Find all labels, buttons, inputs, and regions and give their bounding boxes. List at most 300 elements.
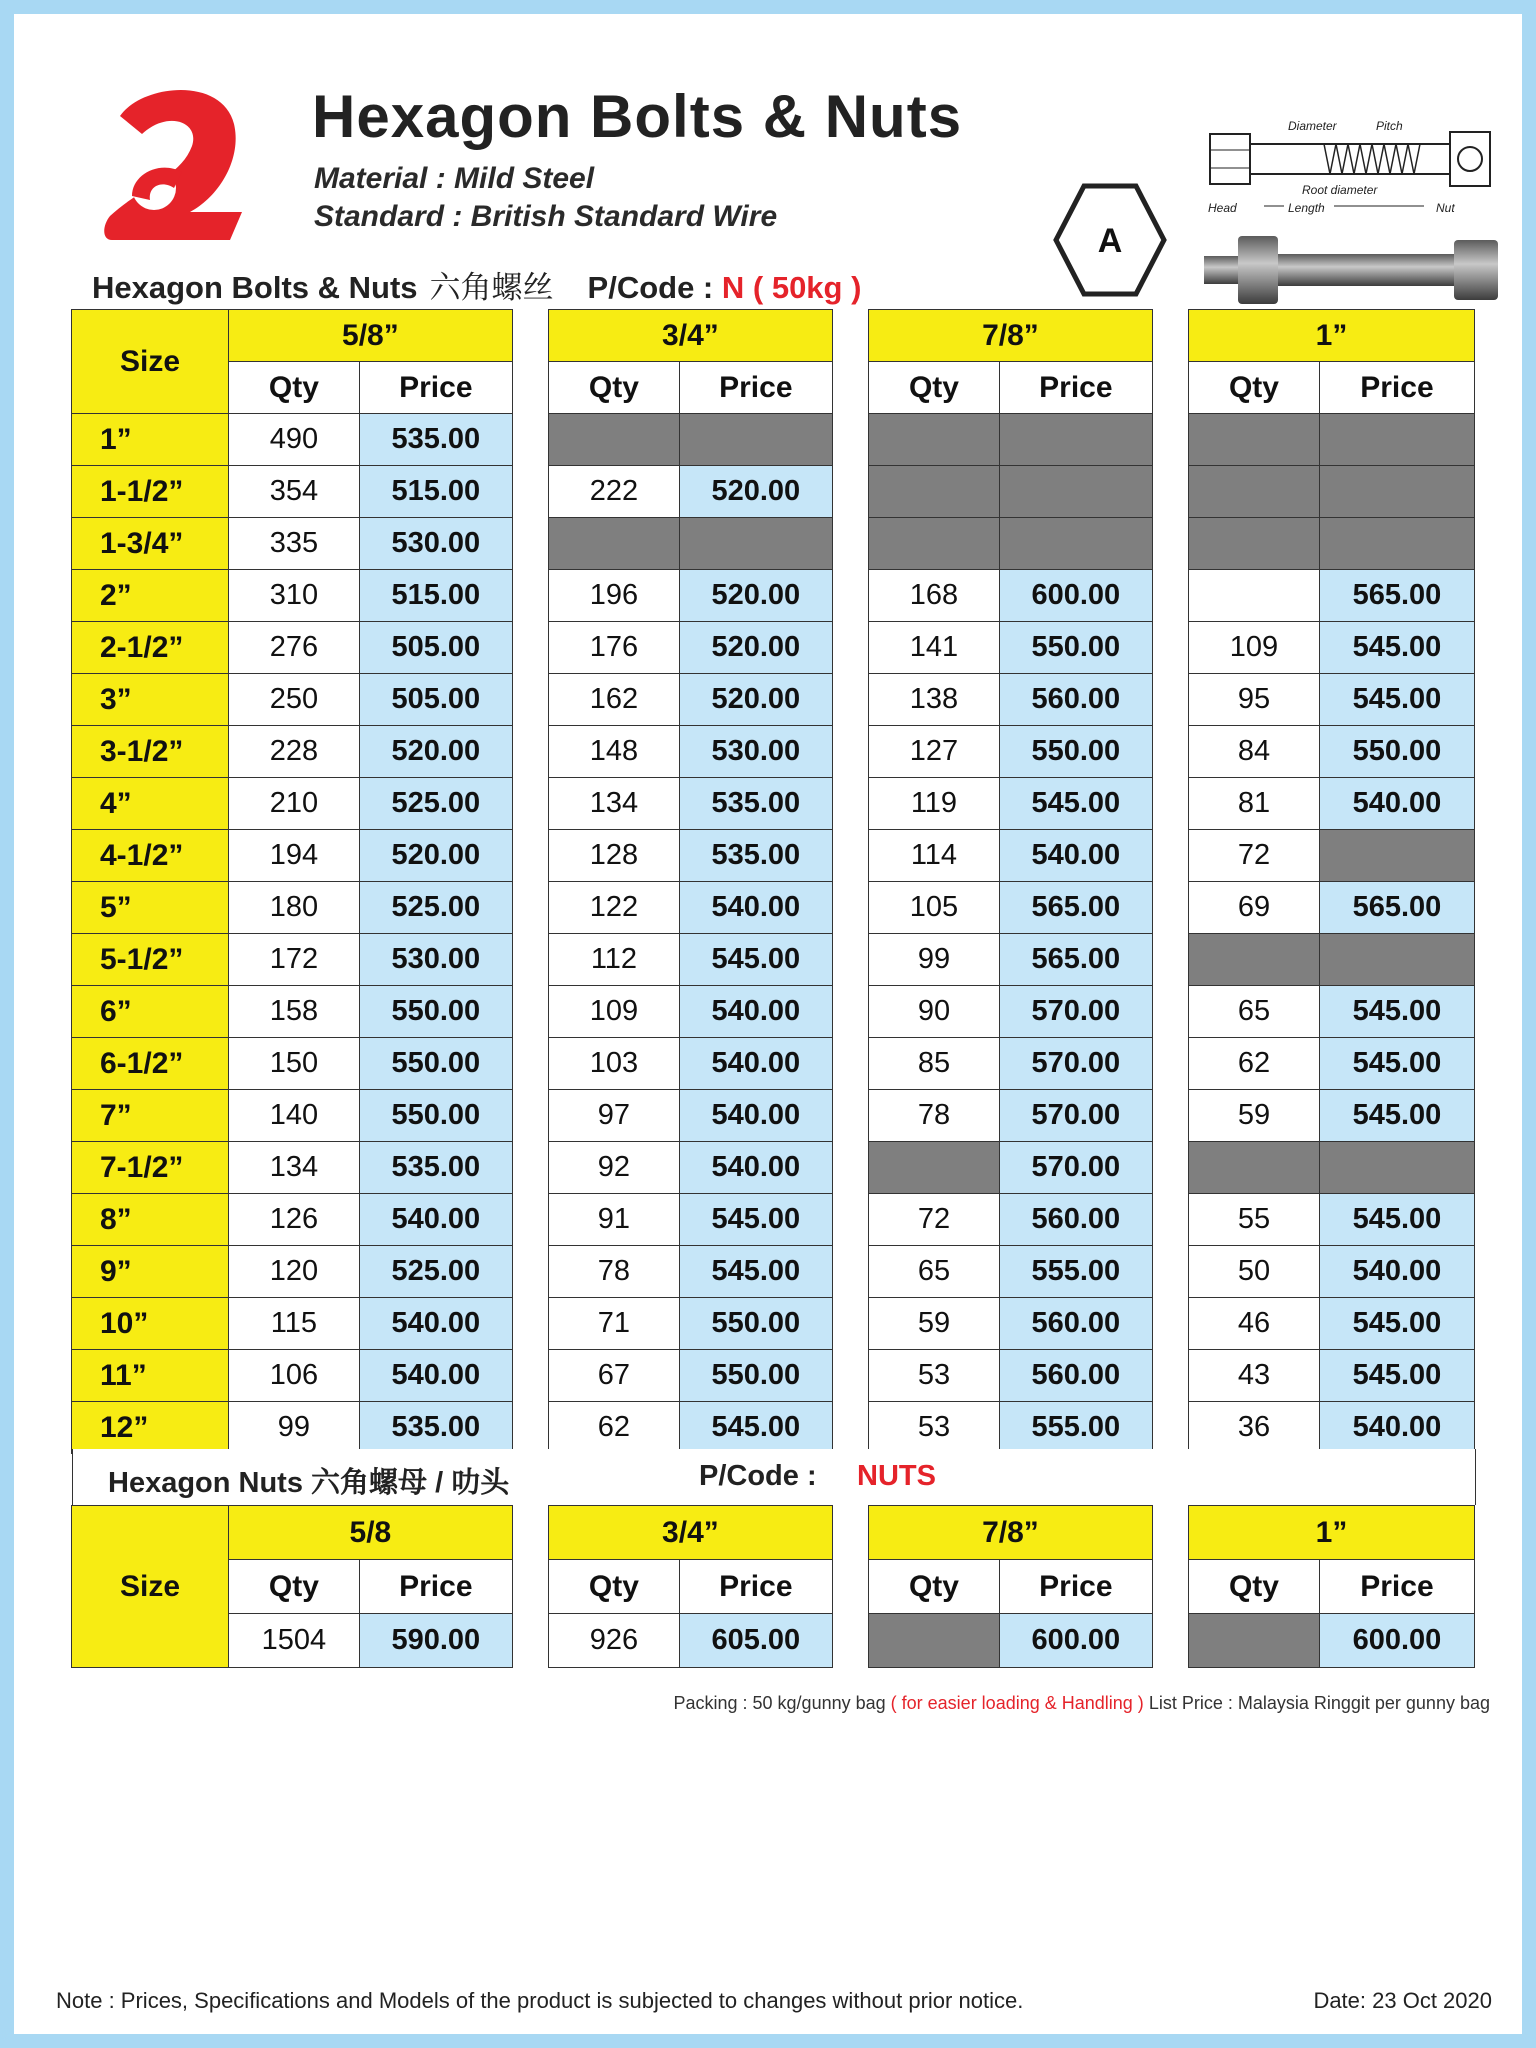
qty-cell: 99 [869,934,1000,986]
packing-suffix: List Price : Malaysia Ringgit per gunny bag [1148,1693,1490,1713]
qty-cell: 115 [229,1298,360,1350]
qty-cell: 53 [869,1402,1000,1454]
column-gap [1152,674,1188,726]
qty-cell: 138 [869,674,1000,726]
price-cell: 540.00 [679,986,832,1038]
qty-cell: 228 [229,726,360,778]
price-cell: 525.00 [359,1246,512,1298]
qty-cell: 99 [229,1402,360,1454]
column-gap [832,1560,868,1614]
bolts-section-heading [92,262,861,307]
price-cell-empty [679,518,832,570]
packing-info [673,1693,1490,1714]
qty-cell: 335 [229,518,360,570]
column-gap [1152,830,1188,882]
diagram-nut-label: Nut [1436,201,1455,215]
column-gap [832,1298,868,1350]
qty-cell-empty [869,1614,1000,1668]
column-gap [1152,1402,1188,1454]
column-gap [1152,622,1188,674]
qty-cell-empty [1189,414,1320,466]
price-header: Price [1319,1560,1474,1614]
qty-header: Qty [869,362,1000,414]
column-gap [832,1506,868,1560]
qty-cell: 53 [869,1350,1000,1402]
qty-cell: 95 [1189,674,1320,726]
size-cell: 6” [72,986,229,1038]
column-gap [1152,310,1188,362]
size-header: Size [72,1506,229,1668]
price-cell: 560.00 [999,1194,1152,1246]
column-gap [1152,414,1188,466]
column-gap [512,1350,548,1402]
qty-cell: 78 [549,1246,680,1298]
price-cell: 560.00 [999,1350,1152,1402]
price-cell-empty [1319,934,1474,986]
price-cell: 550.00 [359,1038,512,1090]
qty-cell: 127 [869,726,1000,778]
price-cell: 545.00 [679,1246,832,1298]
diagram-pitch-label: Pitch [1376,119,1403,133]
column-gap [512,1614,548,1668]
qty-cell: 106 [229,1350,360,1402]
price-cell: 550.00 [679,1298,832,1350]
size-cell: 3-1/2” [72,726,229,778]
table-row [72,466,1475,518]
nuts-price-table [71,1505,1475,1668]
column-gap [512,1090,548,1142]
qty-cell-empty [869,414,1000,466]
size-cell: 5-1/2” [72,934,229,986]
price-cell: 545.00 [1319,986,1474,1038]
table-row [72,1350,1475,1402]
column-gap [512,466,548,518]
column-gap [512,986,548,1038]
qty-cell: 103 [549,1038,680,1090]
qty-cell: 172 [229,934,360,986]
qty-header: Qty [549,362,680,414]
price-cell: 565.00 [1319,882,1474,934]
table-row [72,674,1475,726]
column-gap [832,674,868,726]
column-gap [512,518,548,570]
table-row [72,570,1475,622]
price-cell: 520.00 [679,466,832,518]
qty-cell: 65 [1189,986,1320,1038]
size-cell: 7-1/2” [72,1142,229,1194]
table-row [72,1402,1475,1454]
column-gap [832,362,868,414]
column-gap [832,310,868,362]
column-gap [512,934,548,986]
price-cell: 540.00 [359,1194,512,1246]
qty-header: Qty [1189,362,1320,414]
qty-cell: 126 [229,1194,360,1246]
table-row [72,986,1475,1038]
price-cell: 545.00 [679,1194,832,1246]
qty-cell: 72 [869,1194,1000,1246]
price-cell: 545.00 [1319,1350,1474,1402]
column-gap [512,362,548,414]
column-gap [512,1298,548,1350]
price-cell: 520.00 [679,570,832,622]
qty-header: Qty [229,1560,360,1614]
qty-cell: 90 [869,986,1000,1038]
price-cell: 545.00 [679,934,832,986]
price-cell: 560.00 [999,674,1152,726]
price-cell: 550.00 [359,986,512,1038]
price-cell: 600.00 [999,570,1152,622]
price-cell-empty [1319,518,1474,570]
qty-cell [1189,570,1320,622]
price-cell: 515.00 [359,466,512,518]
price-cell: 545.00 [1319,674,1474,726]
column-gap [1152,1038,1188,1090]
price-cell: 550.00 [359,1090,512,1142]
qty-cell: 354 [229,466,360,518]
size-cell: 5” [72,882,229,934]
qty-cell: 62 [1189,1038,1320,1090]
nuts-code: NUTS [857,1460,936,1492]
price-cell: 545.00 [999,778,1152,830]
qty-cell: 112 [549,934,680,986]
qty-cell: 72 [1189,830,1320,882]
qty-cell: 148 [549,726,680,778]
qty-cell: 36 [1189,1402,1320,1454]
price-cell: 530.00 [679,726,832,778]
qty-cell: 119 [869,778,1000,830]
price-cell: 515.00 [359,570,512,622]
price-cell: 590.00 [359,1614,512,1668]
price-cell: 540.00 [679,882,832,934]
qty-cell: 180 [229,882,360,934]
column-gap [832,830,868,882]
qty-cell-empty [1189,466,1320,518]
column-gap [512,778,548,830]
qty-cell: 92 [549,1142,680,1194]
column-gap [1152,466,1188,518]
price-cell-empty [679,414,832,466]
qty-cell: 1504 [229,1614,360,1668]
qty-cell: 85 [869,1038,1000,1090]
price-cell: 550.00 [999,726,1152,778]
qty-cell: 310 [229,570,360,622]
column-gap [1152,362,1188,414]
column-gap [512,622,548,674]
price-cell: 535.00 [679,778,832,830]
column-gap [512,570,548,622]
price-cell: 540.00 [359,1298,512,1350]
price-cell-empty [1319,414,1474,466]
company-logo [102,76,252,246]
column-gap [1152,882,1188,934]
table-row [72,1298,1475,1350]
diagram-length-label: Length [1288,201,1325,215]
packing-highlight: ( for easier loading & Handling ) [890,1693,1144,1713]
table-row [72,622,1475,674]
price-cell: 600.00 [999,1614,1152,1668]
hexagon-badge-icon [1050,180,1170,300]
column-gap [832,1194,868,1246]
packing-prefix: Packing : 50 kg/gunny bag [673,1693,886,1713]
price-cell-empty [999,466,1152,518]
column-gap [512,1038,548,1090]
price-cell: 555.00 [999,1246,1152,1298]
price-cell: 570.00 [999,1090,1152,1142]
table-row [72,414,1475,466]
qty-cell: 134 [549,778,680,830]
price-cell: 570.00 [999,986,1152,1038]
nuts-code-label: P/Code : [699,1460,817,1492]
column-gap [512,1402,548,1454]
price-cell-empty [999,414,1152,466]
qty-cell: 162 [549,674,680,726]
qty-cell-empty [869,518,1000,570]
table-row [72,882,1475,934]
column-gap [512,1142,548,1194]
page-title: Hexagon Bolts & Nuts [312,83,963,150]
bolts-heading-label: Hexagon Bolts & Nuts [92,270,418,305]
column-gap [1152,1560,1188,1614]
price-cell: 545.00 [679,1402,832,1454]
table-row [72,1246,1475,1298]
size-cell: 6-1/2” [72,1038,229,1090]
price-cell: 540.00 [1319,1246,1474,1298]
column-gap [832,1246,868,1298]
qty-header: Qty [869,1560,1000,1614]
nuts-heading-label: Hexagon Nuts 六角螺母 / 叻头 [108,1467,510,1499]
bolts-code-label: P/Code : [587,270,714,305]
qty-cell: 62 [549,1402,680,1454]
column-gap [512,674,548,726]
price-cell: 520.00 [359,830,512,882]
price-cell: 565.00 [999,934,1152,986]
diameter-header: 1” [1189,1506,1475,1560]
qty-cell: 105 [869,882,1000,934]
bolts-code: N ( 50kg ) [721,270,862,305]
column-gap [832,986,868,1038]
qty-cell: 926 [549,1614,680,1668]
price-cell: 530.00 [359,518,512,570]
column-gap [832,934,868,986]
table-row [72,726,1475,778]
price-cell: 540.00 [679,1090,832,1142]
price-cell-empty [1319,1142,1474,1194]
size-cell: 9” [72,1246,229,1298]
column-gap [512,1560,548,1614]
price-cell: 540.00 [359,1350,512,1402]
column-gap [832,1142,868,1194]
price-cell: 545.00 [1319,1090,1474,1142]
qty-cell: 140 [229,1090,360,1142]
price-cell-empty [999,518,1152,570]
column-gap [1152,1090,1188,1142]
column-gap [512,414,548,466]
table-row [72,1194,1475,1246]
diameter-header: 7/8” [869,1506,1153,1560]
size-cell: 2-1/2” [72,622,229,674]
price-header: Price [359,1560,512,1614]
qty-cell: 46 [1189,1298,1320,1350]
column-gap [832,778,868,830]
qty-header: Qty [1189,1560,1320,1614]
price-cell: 545.00 [1319,1038,1474,1090]
qty-cell: 120 [229,1246,360,1298]
qty-cell: 109 [549,986,680,1038]
qty-cell: 276 [229,622,360,674]
column-gap [1152,778,1188,830]
price-cell: 570.00 [999,1142,1152,1194]
column-gap [832,726,868,778]
price-cell: 550.00 [999,622,1152,674]
price-cell: 550.00 [1319,726,1474,778]
qty-cell: 109 [1189,622,1320,674]
price-cell: 540.00 [1319,1402,1474,1454]
price-cell: 535.00 [359,414,512,466]
price-cell: 530.00 [359,934,512,986]
qty-cell: 67 [549,1350,680,1402]
qty-header: Qty [229,362,360,414]
qty-cell: 69 [1189,882,1320,934]
diameter-header: 7/8” [869,310,1153,362]
qty-cell: 78 [869,1090,1000,1142]
nuts-section-heading [72,1449,1476,1505]
bolt-diagram [1204,114,1500,224]
qty-cell-empty [869,466,1000,518]
badge-letter: A [1097,222,1123,260]
qty-cell: 84 [1189,726,1320,778]
standard-text: Standard : British Standard Wire [314,200,778,233]
diameter-header: 3/4” [549,310,833,362]
qty-cell: 71 [549,1298,680,1350]
price-date: Date: 23 Oct 2020 [1313,1988,1492,2013]
qty-cell: 134 [229,1142,360,1194]
column-gap [832,570,868,622]
size-cell: 1-3/4” [72,518,229,570]
size-cell: 8” [72,1194,229,1246]
table-row [72,1038,1475,1090]
column-gap [512,830,548,882]
price-cell: 605.00 [679,1614,832,1668]
qty-cell: 176 [549,622,680,674]
column-gap [1152,1142,1188,1194]
column-gap [512,1506,548,1560]
price-cell: 600.00 [1319,1614,1474,1668]
price-cell: 520.00 [679,622,832,674]
bolt-photo [1198,228,1504,312]
price-cell: 540.00 [1319,778,1474,830]
price-header: Price [679,362,832,414]
table-row [72,1090,1475,1142]
size-cell: 1-1/2” [72,466,229,518]
price-cell: 525.00 [359,882,512,934]
column-gap [832,1402,868,1454]
qty-cell: 81 [1189,778,1320,830]
qty-cell: 128 [549,830,680,882]
price-header: Price [999,1560,1152,1614]
table-row [72,830,1475,882]
qty-cell-empty [1189,1614,1320,1668]
qty-cell: 122 [549,882,680,934]
price-cell: 555.00 [999,1402,1152,1454]
qty-cell: 141 [869,622,1000,674]
qty-cell: 250 [229,674,360,726]
column-gap [1152,1298,1188,1350]
column-gap [1152,1194,1188,1246]
qty-cell: 43 [1189,1350,1320,1402]
column-gap [1152,518,1188,570]
column-gap [512,1246,548,1298]
column-gap [1152,1506,1188,1560]
size-header: Size [72,310,229,414]
price-cell: 540.00 [679,1142,832,1194]
qty-cell: 59 [1189,1090,1320,1142]
column-gap [512,310,548,362]
qty-cell: 158 [229,986,360,1038]
column-gap [1152,726,1188,778]
column-gap [832,518,868,570]
table-row [72,778,1475,830]
material-text: Material : Mild Steel [314,162,595,195]
price-cell: 545.00 [1319,1298,1474,1350]
diagram-head-label: Head [1208,201,1237,215]
size-cell: 4-1/2” [72,830,229,882]
price-cell: 535.00 [359,1142,512,1194]
column-gap [512,1194,548,1246]
diagram-root-label: Root diameter [1302,183,1378,197]
price-cell: 535.00 [359,1402,512,1454]
price-cell: 570.00 [999,1038,1152,1090]
qty-cell: 210 [229,778,360,830]
price-cell: 505.00 [359,622,512,674]
qty-cell: 55 [1189,1194,1320,1246]
qty-cell-empty [549,414,680,466]
price-cell: 565.00 [1319,570,1474,622]
diameter-header: 1” [1189,310,1475,362]
column-gap [832,1038,868,1090]
diameter-header: 5/8” [229,310,513,362]
column-gap [1152,934,1188,986]
qty-cell: 168 [869,570,1000,622]
column-gap [832,1614,868,1668]
price-cell-empty [1319,830,1474,882]
qty-cell: 59 [869,1298,1000,1350]
column-gap [832,622,868,674]
price-cell: 520.00 [359,726,512,778]
size-cell: 4” [72,778,229,830]
bolts-price-table [71,309,1475,1454]
price-cell-empty [1319,466,1474,518]
price-cell: 525.00 [359,778,512,830]
qty-cell: 194 [229,830,360,882]
column-gap [1152,1614,1188,1668]
price-header: Price [999,362,1152,414]
diagram-diameter-label: Diameter [1288,119,1337,133]
qty-cell-empty [1189,1142,1320,1194]
size-cell: 11” [72,1350,229,1402]
price-cell: 540.00 [999,830,1152,882]
column-gap [1152,1246,1188,1298]
size-cell: 2” [72,570,229,622]
qty-cell: 196 [549,570,680,622]
qty-cell-empty [1189,518,1320,570]
qty-header: Qty [549,1560,680,1614]
price-cell: 545.00 [1319,1194,1474,1246]
qty-cell: 150 [229,1038,360,1090]
column-gap [1152,1350,1188,1402]
column-gap [1152,986,1188,1038]
price-header: Price [679,1560,832,1614]
